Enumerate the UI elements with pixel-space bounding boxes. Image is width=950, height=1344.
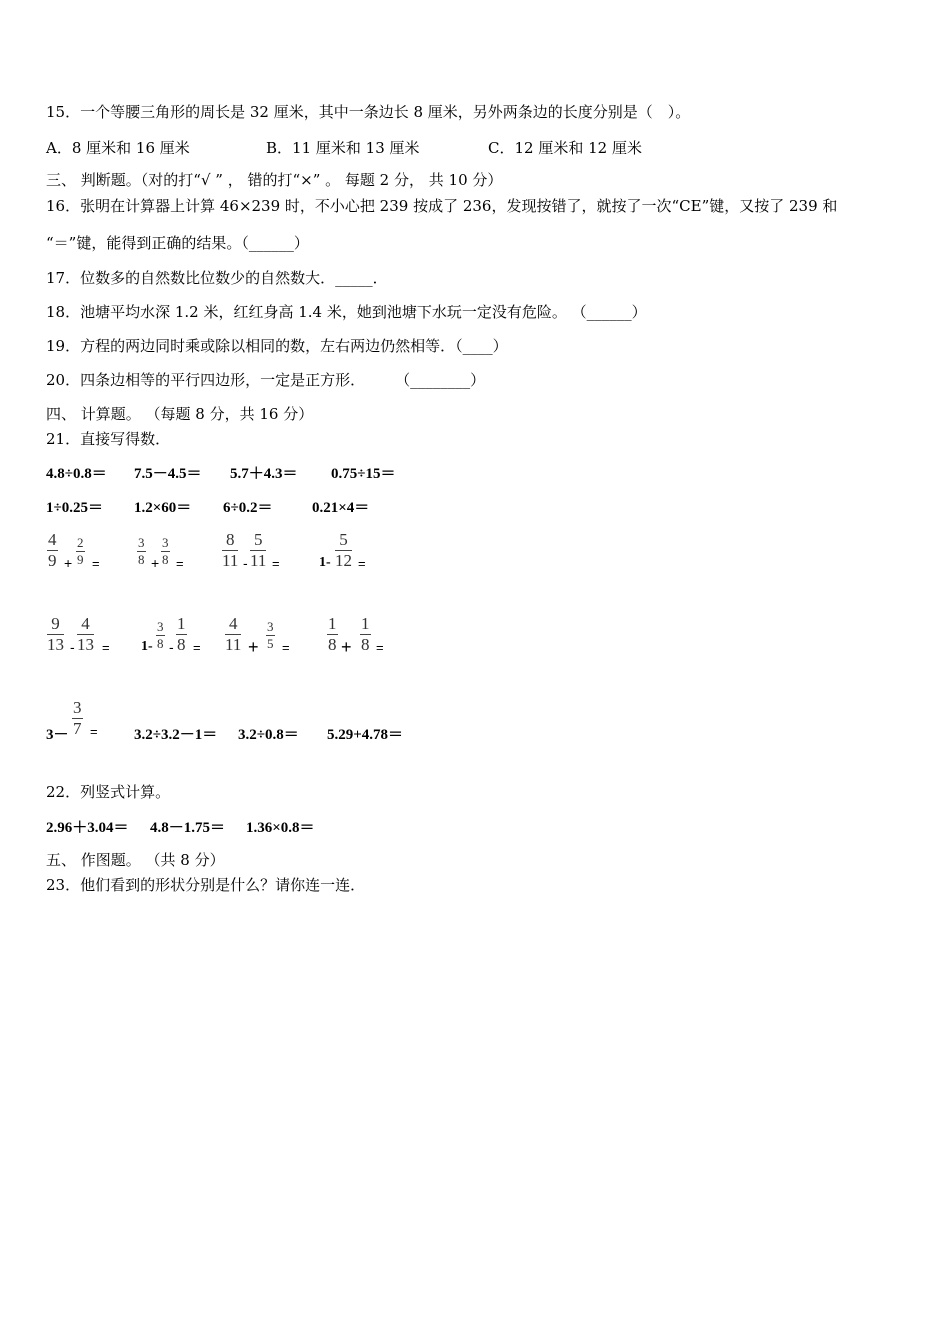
calc-item: 3.2÷0.8＝ <box>238 727 299 743</box>
question-21-title: 21．直接写得数． <box>46 430 171 448</box>
equals-sign: = <box>102 640 110 655</box>
operator: + <box>248 637 259 657</box>
calc-item: 1÷0.25＝ <box>46 500 103 516</box>
equals-sign: = <box>90 724 98 739</box>
question-22-title: 22．列竖式计算。 <box>46 783 171 801</box>
fraction: $\frac{1}{8}$ <box>328 614 337 654</box>
fraction: $\frac{2}{9}$ <box>77 535 84 567</box>
q15-option-c[interactable]: C．12 厘米和 12 厘米 <box>488 139 642 157</box>
fraction: $\frac{9}{13}$ <box>47 614 64 654</box>
question-23: 23．他们看到的形状分别是什么？请你连一连． <box>46 876 366 894</box>
calc-item: 0.75÷15＝ <box>331 466 396 482</box>
operator: + <box>64 555 73 571</box>
question-18: 18．池塘平均水深 1.2 米，红红身高 1.4 米，她到池塘下水玩一定没有危险。 （______） <box>46 303 647 321</box>
prefix: 3－ <box>46 727 69 743</box>
fraction: $\frac{4}{13}$ <box>77 614 94 654</box>
equals-sign: = <box>376 640 384 655</box>
calc-item: 4.8÷0.8＝ <box>46 466 107 482</box>
fraction: $\frac{3}{7}$ <box>73 698 82 738</box>
fraction: $\frac{4}{9}$ <box>48 530 57 570</box>
fraction: $\frac{3}{8}$ <box>157 619 164 651</box>
fraction: $\frac{4}{11}$ <box>225 614 242 654</box>
section-3-heading: 三、 判断题。（对的打“√ ” ， 错的打“×” 。 每题 2 分， 共 10 分） <box>46 171 503 189</box>
vertical-calc-item: 4.8－1.75＝ <box>150 820 226 836</box>
question-17: 17．位数多的自然数比位数少的自然数大．_____． <box>46 269 388 287</box>
question-20: 20．四条边相等的平行四边形，一定是正方形． （________） <box>46 371 486 389</box>
q15-option-b[interactable]: B．11 厘米和 13 厘米 <box>266 139 420 157</box>
question-19: 19．方程的两边同时乘或除以相同的数，左右两边仍然相等．（____） <box>46 337 508 355</box>
fraction: $\frac{5}{12}$ <box>335 530 352 570</box>
fraction: $\frac{3}{8}$ <box>162 535 169 567</box>
prefix: 1- <box>141 639 153 654</box>
calc-item: 7.5－4.5＝ <box>134 466 202 482</box>
equals-sign: = <box>272 556 280 571</box>
calc-item: 0.21×4＝ <box>312 500 370 516</box>
q15-option-a[interactable]: A．8 厘米和 16 厘米 <box>46 139 190 157</box>
calc-item: 5.7＋4.3＝ <box>230 466 298 482</box>
operator: + <box>341 637 352 657</box>
vertical-calc-item: 2.96＋3.04＝ <box>46 820 129 836</box>
fraction: $\frac{8}{11}$ <box>222 530 239 570</box>
question-15: 15．一个等腰三角形的周长是 32 厘米，其中一条边长 8 厘米，另外两条边的长度分别是（ ）。 <box>46 103 691 121</box>
question-16-line2: “＝”键，能得到正确的结果。（______） <box>46 234 309 252</box>
fraction: $\frac{3}{8}$ <box>138 535 145 567</box>
section-5-heading: 五、 作图题。 （共 8 分） <box>46 851 225 869</box>
operator: - <box>243 555 248 571</box>
fraction: $\frac{3}{5}$ <box>267 619 274 651</box>
vertical-calc-item: 1.36×0.8＝ <box>246 820 315 836</box>
equals-sign: = <box>193 640 201 655</box>
prefix: 1- <box>319 555 331 570</box>
question-16-line1: 16．张明在计算器上计算 46×239 时，不小心把 239 按成了 236，发现按错了，就按了一次“CE”键，又按了 239 和 <box>46 197 838 215</box>
fraction: $\frac{1}{8}$ <box>177 614 186 654</box>
calc-item: 6÷0.2＝ <box>223 500 273 516</box>
equals-sign: = <box>92 556 100 571</box>
equals-sign: = <box>176 556 184 571</box>
fraction: $\frac{5}{11}$ <box>250 530 267 570</box>
operator: + <box>151 555 160 571</box>
calc-item: 3.2÷3.2－1＝ <box>134 727 218 743</box>
calc-item: 5.29+4.78＝ <box>327 727 404 743</box>
calc-item: 1.2×60＝ <box>134 500 192 516</box>
section-4-heading: 四、 计算题。 （每题 8 分，共 16 分） <box>46 405 314 423</box>
operator: - <box>169 639 174 655</box>
fraction: $\frac{1}{8}$ <box>361 614 370 654</box>
operator: - <box>70 639 75 655</box>
equals-sign: = <box>282 640 290 655</box>
equals-sign: = <box>358 556 366 571</box>
